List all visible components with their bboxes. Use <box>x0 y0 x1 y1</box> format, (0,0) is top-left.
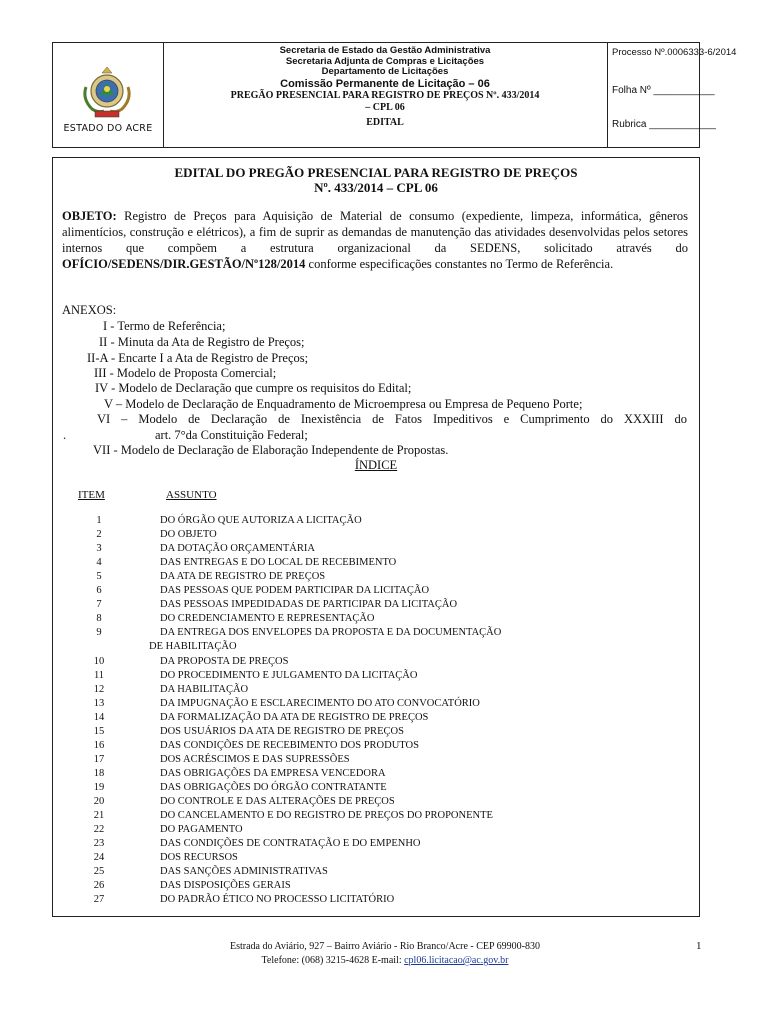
email-link[interactable]: cpl06.licitacao@ac.gov.br <box>404 955 509 966</box>
index-item-title: DAS OBRIGAÇÕES DA EMPRESA VENCEDORA <box>160 767 386 779</box>
page-footer <box>0 940 770 968</box>
index-item-title: DAS CONDIÇÕES DE RECEBIMENTO DOS PRODUTOS <box>160 739 419 751</box>
footer-address: Estrada do Aviário, 927 – Bairro Aviário - Rio Branco/Acre - CEP 69900-830 <box>229 941 541 952</box>
anexo-item: VI – Modelo de Declaração de Inexistência de Fatos Impeditivos e Cumprimento do XXXIII do <box>97 412 687 426</box>
footer-contact <box>0 954 770 968</box>
index-item-number: 2 <box>96 529 102 541</box>
index-item-title: DA FORMALIZAÇÃO DA ATA DE REGISTRO DE PREÇOS <box>160 711 429 723</box>
index-item-number: 21 <box>93 810 105 822</box>
index-item-title: DA ATA DE REGISTRO DE PREÇOS <box>160 571 326 583</box>
header-center-cell <box>163 43 608 147</box>
objeto-text-end: conforme especificações constantes no Termo de Referência. <box>305 257 614 271</box>
index-item-number: 15 <box>93 725 105 737</box>
index-item-title: DO PROCEDIMENTO E JULGAMENTO DA LICITAÇÃO <box>160 669 418 681</box>
header-comissao: Comissão Permanente de Licitação – 06 <box>280 77 490 90</box>
index-item-number: 20 <box>93 796 105 807</box>
coat-of-arms-icon <box>78 65 136 125</box>
header-logo-cell <box>53 43 164 147</box>
index-item-number: 14 <box>93 711 105 723</box>
index-item-number: 3 <box>96 543 102 555</box>
rubrica-field: Rubrica ____________ <box>612 119 716 130</box>
index-item-number: 16 <box>93 739 105 751</box>
index-item-number: 26 <box>93 880 105 892</box>
index-item-number: 17 <box>93 753 105 765</box>
index-item-title: DE HABILITAÇÃO <box>149 641 237 653</box>
index-item-title: DOS USUÁRIOS DA ATA DE REGISTRO DE PREÇOS <box>160 725 404 737</box>
header-departamento: Departamento de Licitações <box>321 66 449 77</box>
index-item-title: DA IMPUGNAÇÃO E ESCLARECIMENTO DO ATO CONVOCATÓRIO <box>160 697 480 709</box>
index-item-number: 23 <box>93 838 105 850</box>
index-item-number: 24 <box>93 852 105 864</box>
index-item-number: 7 <box>96 599 102 611</box>
index-item-number: 27 <box>93 894 105 906</box>
folha-field: Folha Nº ___________ <box>612 85 715 96</box>
index-item-title: DO CONTROLE E DAS ALTERAÇÕES DE PREÇOS <box>160 796 395 807</box>
index-item-title: DOS RECURSOS <box>160 852 238 864</box>
index-item-title: DAS DISPOSIÇÕES GERAIS <box>160 880 291 892</box>
header-cpl: – CPL 06 <box>365 101 405 113</box>
objeto-label: OBJETO: <box>62 209 117 223</box>
doc-title: EDITAL DO PREGÃO PRESENCIAL PARA REGISTRO DE PREÇOS <box>174 165 578 180</box>
index-item-number: 22 <box>93 824 105 836</box>
index-item-number: 8 <box>96 613 102 625</box>
index-item-number: 9 <box>96 627 102 639</box>
index-item-title: DA DOTAÇÃO ORÇAMENTÁRIA <box>160 543 315 555</box>
index-item-number: 4 <box>96 557 102 569</box>
index-item-title: DA PROPOSTA DE PREÇOS <box>160 655 289 667</box>
assunto-column-header: ASSUNTO <box>166 489 217 501</box>
anexo-item: V – Modelo de Declaração de Enquadramento de Microempresa ou Empresa de Pequeno Porte; <box>104 397 583 411</box>
state-label: ESTADO DO ACRE <box>63 123 153 134</box>
index-item-title: DAS ENTREGAS E DO LOCAL DE RECEBIMENTO <box>160 557 397 569</box>
doc-subtitle: Nº. 433/2014 – CPL 06 <box>314 180 438 195</box>
index-item-number: 6 <box>96 585 102 597</box>
header-right-cell <box>608 43 737 147</box>
objeto-paragraph <box>62 208 688 272</box>
anexo-item: II-A - Encarte I a Ata de Registro de Preços; <box>87 351 309 365</box>
index-item-number: 13 <box>93 697 105 709</box>
index-item-title: DO CANCELAMENTO E DO REGISTRO DE PREÇOS DO PROPONENTE <box>160 810 493 822</box>
index-item-title: DO ÓRGÃO QUE AUTORIZA A LICITAÇÃO <box>160 515 362 526</box>
index-item-title: DO OBJETO <box>160 529 217 541</box>
index-item-title: DAS PESSOAS QUE PODEM PARTICIPAR DA LICITAÇÃO <box>160 585 430 597</box>
footer-phone: Telefone: (068) 3215-4628 E-mail: <box>261 955 405 966</box>
index-item-title: DOS ACRÉSCIMOS E DAS SUPRESSÕES <box>160 753 350 765</box>
index-item-title: DA HABILITAÇÃO <box>160 683 249 695</box>
anexo-item-continuation: art. 7°da Constituição Federal; <box>155 428 308 442</box>
index-item-title: DAS SANÇÕES ADMINISTRATIVAS <box>160 866 328 878</box>
anexo-item: II - Minuta da Ata de Registro de Preços; <box>99 335 305 349</box>
index-item-title: DAS OBRIGAÇÕES DO ÓRGÃO CONTRATANTE <box>160 781 387 793</box>
index-item-title: DO PADRÃO ÉTICO NO PROCESSO LICITATÓRIO <box>160 894 395 906</box>
item-column-header: ITEM <box>78 489 105 501</box>
header-secretaria-adjunta: Secretaria Adjunta de Compras e Licitações <box>285 55 485 67</box>
index-item-title: DAS PESSOAS IMPEDIDADAS DE PARTICIPAR DA LICITAÇÃO <box>160 599 458 611</box>
anexos-label: ANEXOS: <box>62 303 117 317</box>
header-edital: EDITAL <box>366 116 404 128</box>
anexo-item: I - Termo de Referência; <box>103 319 226 333</box>
index-item-title: DA ENTREGA DOS ENVELOPES DA PROPOSTA E DA DOCUMENTAÇÃO <box>160 627 502 639</box>
processo-number: Processo Nº.0006333-6/2014 <box>612 47 737 58</box>
stray-dot: . <box>63 428 67 442</box>
index-item-title: DO PAGAMENTO <box>160 824 243 836</box>
header-pregao: PREGÃO PRESENCIAL PARA REGISTRO DE PREÇOS Nº. 433/2014 <box>230 89 540 101</box>
header-table <box>52 42 737 148</box>
index-item-number: 18 <box>93 767 105 779</box>
indice-heading: ÍNDICE <box>354 458 398 472</box>
anexo-item: IV - Modelo de Declaração que cumpre os requisitos do Edital; <box>95 381 412 395</box>
oficio-reference: OFÍCIO/SEDENS/DIR.GESTÃO/Nº128/2014 <box>62 257 306 271</box>
header-secretaria: Secretaria de Estado da Gestão Administrativa <box>279 45 491 56</box>
edital-body <box>52 157 700 917</box>
page-number: 1 <box>696 940 702 952</box>
index-item-number: 25 <box>93 866 105 878</box>
index-item-number: 11 <box>93 669 105 681</box>
index-item-number: 5 <box>96 571 102 583</box>
anexo-item: III - Modelo de Proposta Comercial; <box>94 366 277 380</box>
anexo-item: VII - Modelo de Declaração de Elaboração Independente de Propostas. <box>93 443 449 457</box>
objeto-text: Registro de Preços para Aquisição de Material de consumo (expediente, limpeza, informática, gêneros alimentícios, construção e elétricos), a fim de suprir as demandas de manutenção das atividades desenvolvidas pelos setores internos que compõem a estrutura organizacional da SEDENS, solicitado através do <box>62 209 688 255</box>
index-item-title: DAS CONDIÇÕES DE CONTRATAÇÃO E DO EMPENHO <box>160 838 421 850</box>
index-item-number: 12 <box>93 683 105 695</box>
index-item-number: 19 <box>93 781 105 793</box>
index-item-title: DO CREDENCIAMENTO E REPRESENTAÇÃO <box>160 613 375 625</box>
index-item-number: 10 <box>93 655 105 667</box>
index-item-number: 1 <box>96 515 102 526</box>
